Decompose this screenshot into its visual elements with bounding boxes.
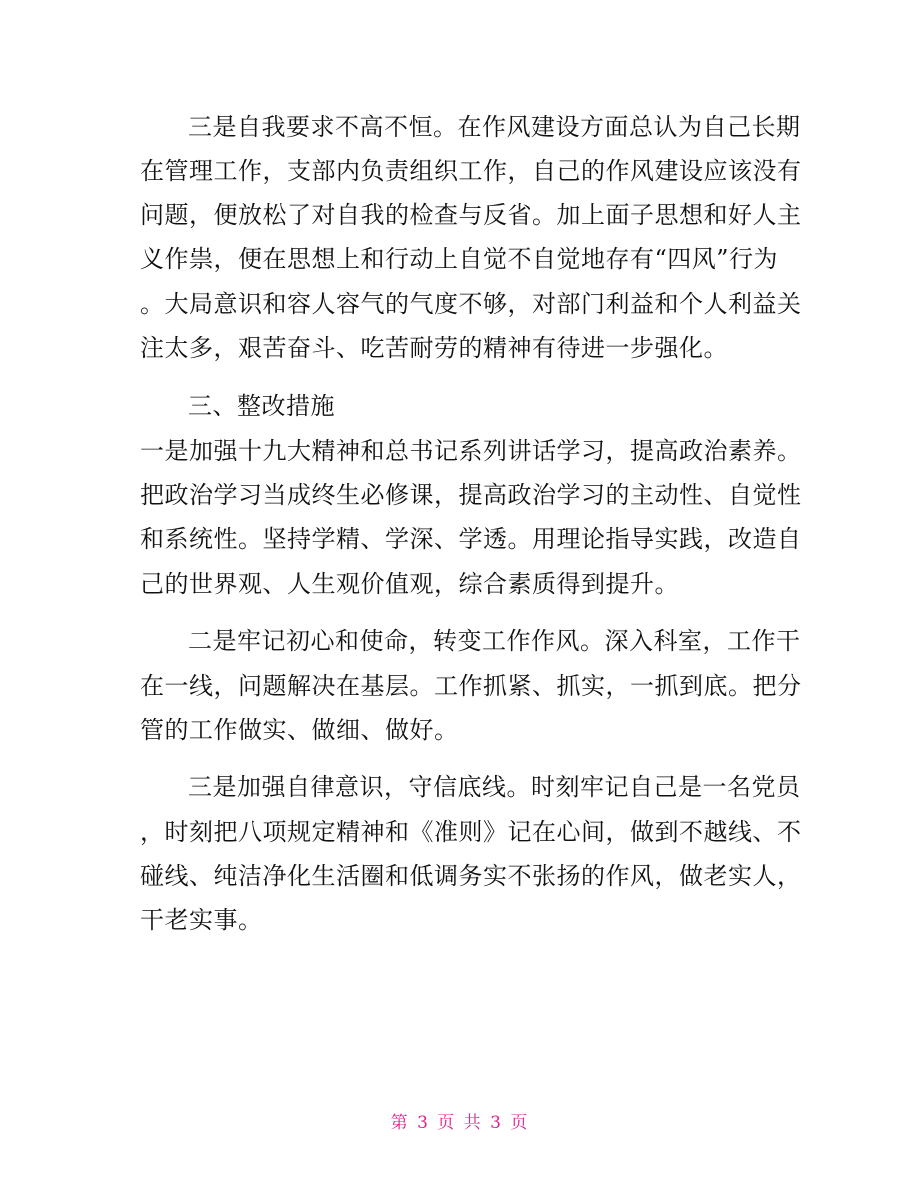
paragraph-line: 在一线，问题解决在基层。工作抓紧、抓实，一抓到底。把分 bbox=[140, 672, 802, 700]
paragraph-line: 己的世界观、人生观价值观，综合素质得到提升。 bbox=[140, 570, 679, 598]
section-heading: 三、整改措施 bbox=[188, 392, 335, 420]
paragraph-line: 管的工作做实、做细、做好。 bbox=[140, 716, 459, 744]
page-number-footer: 第 3 页 共 3 页 bbox=[390, 1113, 530, 1133]
paragraph-line: ，时刻把八项规定精神和《准则》记在心间，做到不越线、不 bbox=[140, 818, 802, 846]
paragraph-line: 三是加强自律意识，守信底线。时刻牢记自己是一名党员 bbox=[188, 773, 801, 801]
paragraph-line: 一是加强十九大精神和总书记系列讲话学习，提高政治素养。 bbox=[140, 437, 802, 465]
paragraph-line: 把政治学习当成终生必修课，提高政治学习的主动性、自觉性 bbox=[140, 481, 802, 509]
paragraph-line: 义作祟，便在思想上和行动上自觉不自觉地存有“四风”行为 bbox=[140, 245, 779, 273]
paragraph-line: 和系统性。坚持学精、学深、学透。用理论指导实践，改造自 bbox=[140, 525, 802, 553]
paragraph-line: 。大局意识和容人容气的气度不够，对部门利益和个人利益关 bbox=[140, 290, 802, 318]
paragraph-line: 注太多，艰苦奋斗、吃苦耐劳的精神有待进一步强化。 bbox=[140, 334, 728, 362]
paragraph-line: 在管理工作，支部内负责组织工作，自己的作风建设应该没有 bbox=[140, 157, 802, 185]
paragraph-line: 问题，便放松了对自我的检查与反省。加上面子思想和好人主 bbox=[140, 201, 802, 229]
paragraph-line: 碰线、纯洁净化生活圈和低调务实不张扬的作风，做老实人， bbox=[140, 862, 802, 890]
paragraph-line: 二是牢记初心和使命，转变工作作风。深入科室，工作干 bbox=[188, 627, 801, 655]
paragraph-line: 干老实事。 bbox=[140, 906, 263, 934]
paragraph-line: 三是自我要求不高不恒。在作风建设方面总认为自己长期 bbox=[188, 113, 801, 141]
